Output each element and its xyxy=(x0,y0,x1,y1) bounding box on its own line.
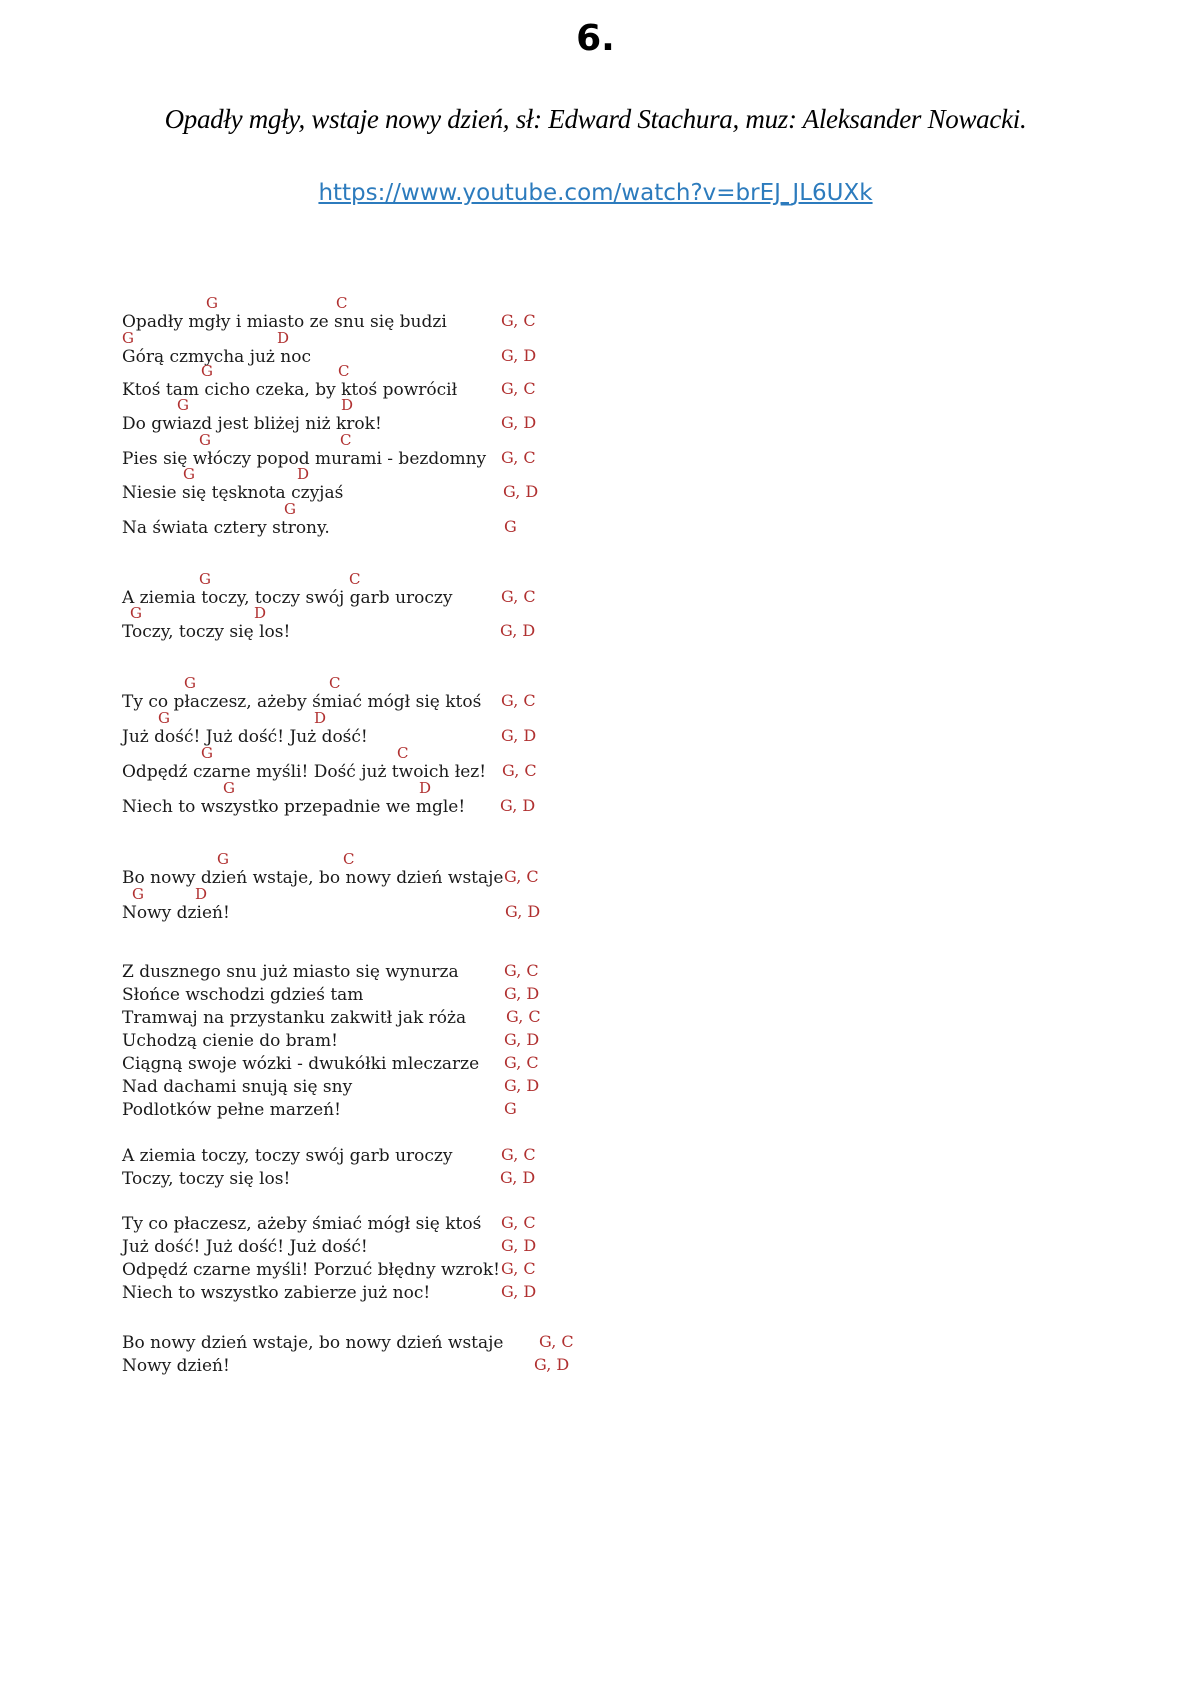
lyric-line: Uchodzą cienie do bram! xyxy=(122,1031,338,1051)
chord-marker: C xyxy=(349,570,361,588)
chord-marker: G xyxy=(184,674,196,692)
chord-progression: G, D xyxy=(501,346,537,365)
chord-progression: G, C xyxy=(501,379,536,398)
chord-progression: G, C xyxy=(501,1259,536,1278)
chord-progression: G, D xyxy=(505,902,541,921)
lyric-line: Bo nowy dzień wstaje, bo nowy dzień wstaje xyxy=(122,868,504,888)
chord-progression: G, C xyxy=(501,311,536,330)
chord-marker: G xyxy=(199,570,211,588)
chord-marker: D xyxy=(254,604,267,622)
lyric-line: Pies się włóczy popod murami - bezdomny xyxy=(122,449,487,469)
lyric-line: A ziemia toczy, toczy swój garb uroczy xyxy=(122,1146,453,1166)
chord-progression: G, C xyxy=(501,691,536,710)
chord-progression: G, D xyxy=(503,482,539,501)
chord-marker: G xyxy=(122,329,134,347)
lyric-line: Toczy, toczy się los! xyxy=(122,1169,291,1189)
chord-marker: G xyxy=(206,294,218,312)
lyric-line: A ziemia toczy, toczy swój garb uroczy xyxy=(122,588,453,608)
chord-progression: G xyxy=(504,517,517,536)
chord-marker: G xyxy=(130,604,142,622)
chord-marker: C xyxy=(336,294,348,312)
chord-progression: G, D xyxy=(504,984,540,1003)
lyric-line: Do gwiazd jest bliżej niż krok! xyxy=(122,414,382,434)
chord-progression: G, C xyxy=(501,448,536,467)
lyric-line: Nad dachami snują się sny xyxy=(122,1077,353,1097)
chord-marker: G xyxy=(201,744,213,762)
lyric-line: Z dusznego snu już miasto się wynurza xyxy=(122,962,459,982)
chord-progression: G, D xyxy=(534,1355,570,1374)
chord-marker: G xyxy=(177,396,189,414)
chord-marker: C xyxy=(343,850,355,868)
chord-progression: G, D xyxy=(501,413,537,432)
chord-marker: G xyxy=(223,779,235,797)
lyric-line: Opadły mgły i miasto ze snu się budzi xyxy=(122,312,447,332)
lyric-line: Odpędź czarne myśli! Porzuć błędny wzrok! xyxy=(122,1260,500,1280)
chord-progression: G, D xyxy=(500,1168,536,1187)
song-title: Opadły mgły, wstaje nowy dzień, sł: Edward Stachura, muz: Aleksander Nowacki. xyxy=(164,104,1027,134)
chord-marker: G xyxy=(132,885,144,903)
chord-marker: C xyxy=(329,674,341,692)
lyric-line: Odpędź czarne myśli! Dość już twoich łez! xyxy=(122,762,487,782)
chord-marker: G xyxy=(284,500,296,518)
lyric-line: Ciągną swoje wózki - dwukółki mleczarze xyxy=(122,1054,480,1074)
lyric-line: Ktoś tam cicho czeka, by ktoś powrócił xyxy=(122,380,458,400)
chord-progression: G, D xyxy=(504,1076,540,1095)
chord-marker: D xyxy=(195,885,208,903)
lyric-line: Nowy dzień! xyxy=(122,903,230,923)
chord-marker: D xyxy=(314,709,327,727)
lyric-line: Bo nowy dzień wstaje, bo nowy dzień wstaje xyxy=(122,1333,504,1353)
chord-marker: C xyxy=(338,362,350,380)
chord-progression: G, D xyxy=(500,796,536,815)
chord-progression: G xyxy=(504,1099,517,1118)
lyric-line: Na świata cztery strony. xyxy=(122,518,330,538)
chord-progression: G, D xyxy=(504,1030,540,1049)
chord-marker: G xyxy=(183,465,195,483)
chord-marker: G xyxy=(201,362,213,380)
chord-marker: D xyxy=(419,779,432,797)
song-number: 6. xyxy=(576,18,615,59)
chord-marker: D xyxy=(341,396,354,414)
chord-marker: G xyxy=(217,850,229,868)
lyric-line: Słońce wschodzi gdzieś tam xyxy=(122,985,364,1005)
chord-progression: G, C xyxy=(501,1145,536,1164)
chord-marker: G xyxy=(158,709,170,727)
lyric-line: Niech to wszystko przepadnie we mgle! xyxy=(122,797,466,817)
chord-progression: G, C xyxy=(501,587,536,606)
chord-progression: G, C xyxy=(539,1332,574,1351)
lyric-line: Już dość! Już dość! Już dość! xyxy=(122,1237,368,1257)
chord-progression: G, C xyxy=(502,761,537,780)
chord-marker: C xyxy=(397,744,409,762)
chord-progression: G, D xyxy=(500,621,536,640)
chord-progression: G, C xyxy=(501,1213,536,1232)
chord-marker: C xyxy=(340,431,352,449)
chord-progression: G, C xyxy=(504,1053,539,1072)
chord-progression: G, D xyxy=(501,1282,537,1301)
chord-progression: G, C xyxy=(506,1007,541,1026)
chord-marker: D xyxy=(277,329,290,347)
chord-marker: G xyxy=(199,431,211,449)
lyric-line: Górą czmycha już noc xyxy=(122,347,311,367)
lyric-line: Nowy dzień! xyxy=(122,1356,230,1376)
chord-marker: D xyxy=(297,465,310,483)
chord-progression: G, C xyxy=(504,867,539,886)
lyric-line: Już dość! Już dość! Już dość! xyxy=(122,727,368,747)
lyric-line: Podlotków pełne marzeń! xyxy=(122,1100,341,1120)
youtube-link[interactable]: https://www.youtube.com/watch?v=brEJ_JL6UXk xyxy=(318,180,873,206)
chord-progression: G, D xyxy=(501,1236,537,1255)
chord-progression: G, D xyxy=(501,726,537,745)
lyric-line: Toczy, toczy się los! xyxy=(122,622,291,642)
lyric-line: Tramwaj na przystanku zakwitł jak róża xyxy=(122,1008,467,1028)
chord-progression: G, C xyxy=(504,961,539,980)
lyric-line: Ty co płaczesz, ażeby śmiać mógł się ktoś xyxy=(122,1214,482,1234)
lyric-line: Niesie się tęsknota czyjaś xyxy=(122,483,344,503)
lyric-line: Niech to wszystko zabierze już noc! xyxy=(122,1283,431,1303)
lyric-line: Ty co płaczesz, ażeby śmiać mógł się ktoś xyxy=(122,692,482,712)
